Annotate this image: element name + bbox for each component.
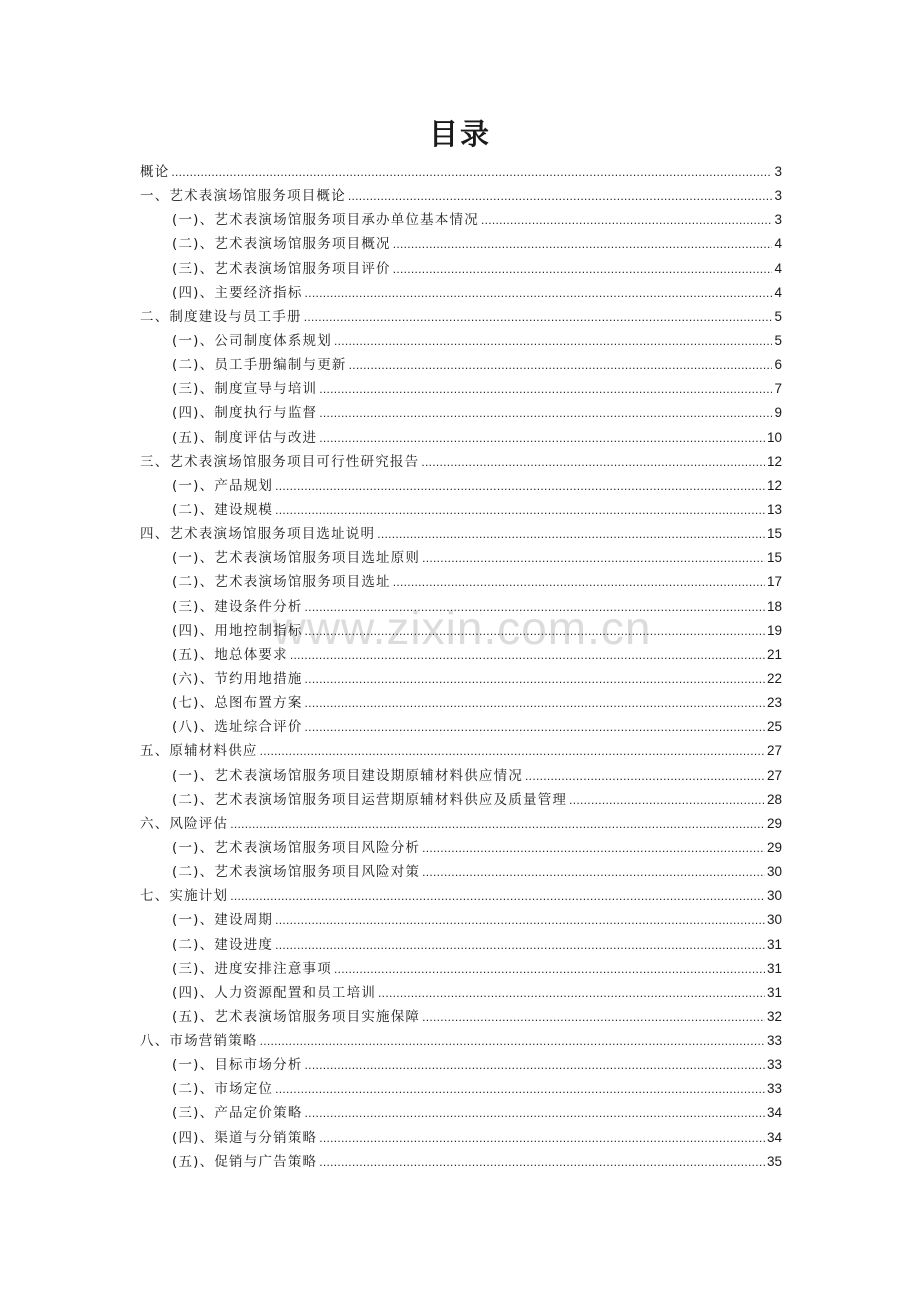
dot-leader: [260, 1029, 765, 1053]
dot-leader: [305, 281, 773, 305]
toc-entry-label: (二)、艺术表演场馆服务项目选址: [172, 574, 391, 591]
toc-page-number: 21: [766, 646, 782, 662]
dot-leader: [393, 570, 765, 594]
dot-leader: [334, 329, 773, 353]
toc-page-number: 9: [774, 405, 782, 421]
dot-leader: [230, 884, 765, 908]
dot-leader: [290, 643, 765, 667]
toc-entry-label: 一、艺术表演场馆服务项目概论: [140, 188, 346, 205]
toc-page-number: 19: [766, 622, 782, 638]
toc-section-entry[interactable]: [140, 1077, 782, 1101]
dot-leader: [171, 160, 772, 184]
dot-leader: [319, 1126, 765, 1150]
toc-page-number: 4: [774, 260, 782, 276]
toc-chapter-entry[interactable]: [140, 739, 782, 763]
toc-page-number: 34: [766, 1129, 782, 1145]
toc-section-entry[interactable]: [140, 1005, 782, 1029]
toc-section-entry[interactable]: [140, 860, 782, 884]
toc-entry-label: (四)、渠道与分销策略: [172, 1129, 318, 1146]
toc-entry-label: (一)、艺术表演场馆服务项目风险分析: [172, 839, 421, 856]
dot-leader: [275, 908, 765, 932]
toc-entry-label: (一)、艺术表演场馆服务项目承办单位基本情况: [172, 212, 479, 229]
dot-leader: [319, 1150, 765, 1174]
toc-entry-label: (一)、公司制度体系规划: [172, 332, 332, 349]
toc-page-number: 17: [766, 574, 782, 590]
toc-section-entry[interactable]: [140, 764, 782, 788]
dot-leader: [305, 667, 765, 691]
toc-page-number: 10: [766, 429, 782, 445]
toc-page-number: 28: [766, 791, 782, 807]
toc-chapter-entry[interactable]: [140, 450, 782, 474]
toc-section-entry[interactable]: [140, 401, 782, 425]
toc-entry-label: (五)、促销与广告策略: [172, 1153, 318, 1170]
toc-entry-label: 七、实施计划: [140, 888, 229, 905]
toc-section-entry[interactable]: [140, 498, 782, 522]
toc-page-number: 22: [766, 670, 782, 686]
dot-leader: [421, 450, 765, 474]
toc-section-entry[interactable]: [140, 474, 782, 498]
toc-section-entry[interactable]: [140, 208, 782, 232]
toc-section-entry[interactable]: [140, 281, 782, 305]
toc-page-number: 12: [766, 453, 782, 469]
toc-section-entry[interactable]: [140, 595, 782, 619]
toc-page-number: 3: [774, 212, 782, 228]
dot-leader: [275, 933, 765, 957]
toc-section-entry[interactable]: [140, 257, 782, 281]
dot-leader: [305, 1101, 765, 1125]
toc-entry-label: (三)、艺术表演场馆服务项目评价: [172, 260, 391, 277]
toc-page-number: 4: [774, 284, 782, 300]
toc-entry-label: (一)、目标市场分析: [172, 1057, 303, 1074]
toc-page-number: 13: [766, 501, 782, 517]
toc-page-number: 29: [766, 839, 782, 855]
toc-entry-label: (二)、艺术表演场馆服务项目运营期原辅材料供应及质量管理: [172, 791, 568, 808]
watermark: www.zixin.com.cn: [272, 602, 652, 654]
toc-page-number: 29: [766, 815, 782, 831]
toc-section-entry[interactable]: [140, 957, 782, 981]
toc-section-entry[interactable]: [140, 836, 782, 860]
toc-page-number: 5: [774, 308, 782, 324]
dot-leader: [377, 522, 765, 546]
dot-leader: [230, 812, 765, 836]
toc-page-number: 33: [766, 1033, 782, 1049]
table-of-contents: [140, 160, 782, 1174]
toc-entry-label: 八、市场营销策略: [140, 1033, 258, 1050]
dot-leader: [319, 377, 772, 401]
toc-entry-label: (三)、进度安排注意事项: [172, 960, 332, 977]
toc-section-entry[interactable]: [140, 667, 782, 691]
dot-leader: [260, 739, 765, 763]
toc-section-entry[interactable]: [140, 643, 782, 667]
toc-section-entry[interactable]: [140, 1101, 782, 1125]
toc-entry-label: (一)、产品规划: [172, 477, 274, 494]
dot-leader: [525, 764, 765, 788]
toc-page-number: 30: [766, 864, 782, 880]
toc-page-number: 31: [766, 936, 782, 952]
dot-leader: [378, 981, 765, 1005]
toc-entry-label: (三)、建设条件分析: [172, 598, 303, 615]
toc-entry-label: (五)、制度评估与改进: [172, 429, 318, 446]
dot-leader: [319, 426, 765, 450]
toc-section-entry[interactable]: [140, 981, 782, 1005]
toc-entry-label: (五)、艺术表演场馆服务项目实施保障: [172, 1008, 421, 1025]
toc-chapter-entry[interactable]: [140, 305, 782, 329]
toc-page-number: 6: [774, 357, 782, 373]
toc-page-number: 31: [766, 984, 782, 1000]
toc-page-number: 33: [766, 1057, 782, 1073]
toc-entry-label: (六)、节约用地措施: [172, 670, 303, 687]
toc-entry-label: (四)、制度执行与监督: [172, 405, 318, 422]
toc-entry-label: 三、艺术表演场馆服务项目可行性研究报告: [140, 453, 420, 470]
toc-entry-label: (五)、地总体要求: [172, 646, 288, 663]
dot-leader: [275, 1077, 765, 1101]
toc-entry-label: (四)、人力资源配置和员工培训: [172, 984, 377, 1001]
toc-page-number: 7: [774, 381, 782, 397]
dot-leader: [275, 498, 765, 522]
dot-leader: [422, 546, 765, 570]
toc-entry-label: (二)、艺术表演场馆服务项目风险对策: [172, 864, 421, 881]
toc-page-number: 34: [766, 1105, 782, 1121]
dot-leader: [305, 619, 765, 643]
dot-leader: [305, 691, 765, 715]
toc-entry-label: (一)、艺术表演场馆服务项目选址原则: [172, 550, 421, 567]
toc-entry-label: (二)、建设规模: [172, 501, 274, 518]
dot-leader: [569, 788, 765, 812]
toc-page-number: 32: [766, 1008, 782, 1024]
toc-chapter-entry[interactable]: [140, 1029, 782, 1053]
toc-entry-label: (四)、主要经济指标: [172, 284, 303, 301]
toc-entry-label: (二)、市场定位: [172, 1081, 274, 1098]
dot-leader: [349, 353, 773, 377]
toc-section-entry[interactable]: [140, 908, 782, 932]
toc-entry-label: (一)、建设周期: [172, 912, 274, 929]
dot-leader: [422, 860, 765, 884]
dot-leader: [393, 232, 773, 256]
dot-leader: [334, 957, 765, 981]
toc-page-number: 23: [766, 695, 782, 711]
dot-leader: [305, 715, 765, 739]
toc-entry-label: 六、风险评估: [140, 815, 229, 832]
toc-entry-label: (二)、艺术表演场馆服务项目概况: [172, 236, 391, 253]
toc-page-number: 31: [766, 960, 782, 976]
toc-chapter-entry[interactable]: [140, 522, 782, 546]
toc-entry-label: 概论: [140, 164, 170, 180]
dot-leader: [275, 474, 765, 498]
toc-page-number: 35: [766, 1153, 782, 1169]
toc-section-entry[interactable]: [140, 788, 782, 812]
toc-entry-label: (八)、选址综合评价: [172, 719, 303, 736]
toc-entry-label: 四、艺术表演场馆服务项目选址说明: [140, 526, 376, 543]
toc-section-entry[interactable]: [140, 619, 782, 643]
dot-leader: [304, 305, 773, 329]
toc-entry-label: (二)、员工手册编制与更新: [172, 357, 347, 374]
toc-entry-label: 二、制度建设与员工手册: [140, 308, 302, 325]
dot-leader: [481, 208, 773, 232]
toc-page-number: 27: [766, 767, 782, 783]
toc-entry-label: (一)、艺术表演场馆服务项目建设期原辅材料供应情况: [172, 767, 524, 784]
toc-section-entry[interactable]: [140, 1126, 782, 1150]
dot-leader: [319, 401, 772, 425]
toc-section-entry[interactable]: [140, 570, 782, 594]
toc-page-number: 4: [774, 236, 782, 252]
toc-section-entry[interactable]: [140, 353, 782, 377]
toc-section-entry[interactable]: [140, 329, 782, 353]
toc-chapter-entry[interactable]: [140, 884, 782, 908]
toc-section-entry[interactable]: [140, 546, 782, 570]
toc-page-number: 33: [766, 1081, 782, 1097]
toc-entry-label: 五、原辅材料供应: [140, 743, 258, 760]
toc-page-number: 15: [766, 526, 782, 542]
toc-chapter-entry[interactable]: [140, 812, 782, 836]
dot-leader: [422, 836, 765, 860]
toc-section-entry[interactable]: [140, 1053, 782, 1077]
toc-page-number: 5: [774, 332, 782, 348]
toc-page-number: 3: [774, 188, 782, 204]
toc-page-number: 25: [766, 719, 782, 735]
toc-page-number: 15: [766, 550, 782, 566]
toc-section-entry[interactable]: [140, 232, 782, 256]
dot-leader: [305, 1053, 765, 1077]
toc-page-number: 30: [766, 888, 782, 904]
dot-leader: [393, 257, 773, 281]
toc-entry-label: (四)、用地控制指标: [172, 622, 303, 639]
toc-section-entry[interactable]: [140, 426, 782, 450]
toc-entry-label: (七)、总图布置方案: [172, 695, 303, 712]
toc-page-number: 30: [766, 912, 782, 928]
toc-chapter-entry[interactable]: [140, 160, 782, 184]
toc-section-entry[interactable]: [140, 715, 782, 739]
toc-page-number: 18: [766, 598, 782, 614]
dot-leader: [422, 1005, 765, 1029]
toc-section-entry[interactable]: [140, 377, 782, 401]
toc-page-number: 12: [766, 477, 782, 493]
toc-section-entry[interactable]: [140, 691, 782, 715]
toc-entry-label: (二)、建设进度: [172, 936, 274, 953]
toc-section-entry[interactable]: [140, 1150, 782, 1174]
page-title: 目录: [428, 117, 491, 151]
toc-page-number: 3: [774, 164, 782, 179]
dot-leader: [348, 184, 773, 208]
toc-entry-label: (三)、产品定价策略: [172, 1105, 303, 1122]
toc-entry-label: (三)、制度宣导与培训: [172, 381, 318, 398]
dot-leader: [305, 595, 765, 619]
toc-section-entry[interactable]: [140, 933, 782, 957]
toc-chapter-entry[interactable]: [140, 184, 782, 208]
toc-page-number: 27: [766, 743, 782, 759]
